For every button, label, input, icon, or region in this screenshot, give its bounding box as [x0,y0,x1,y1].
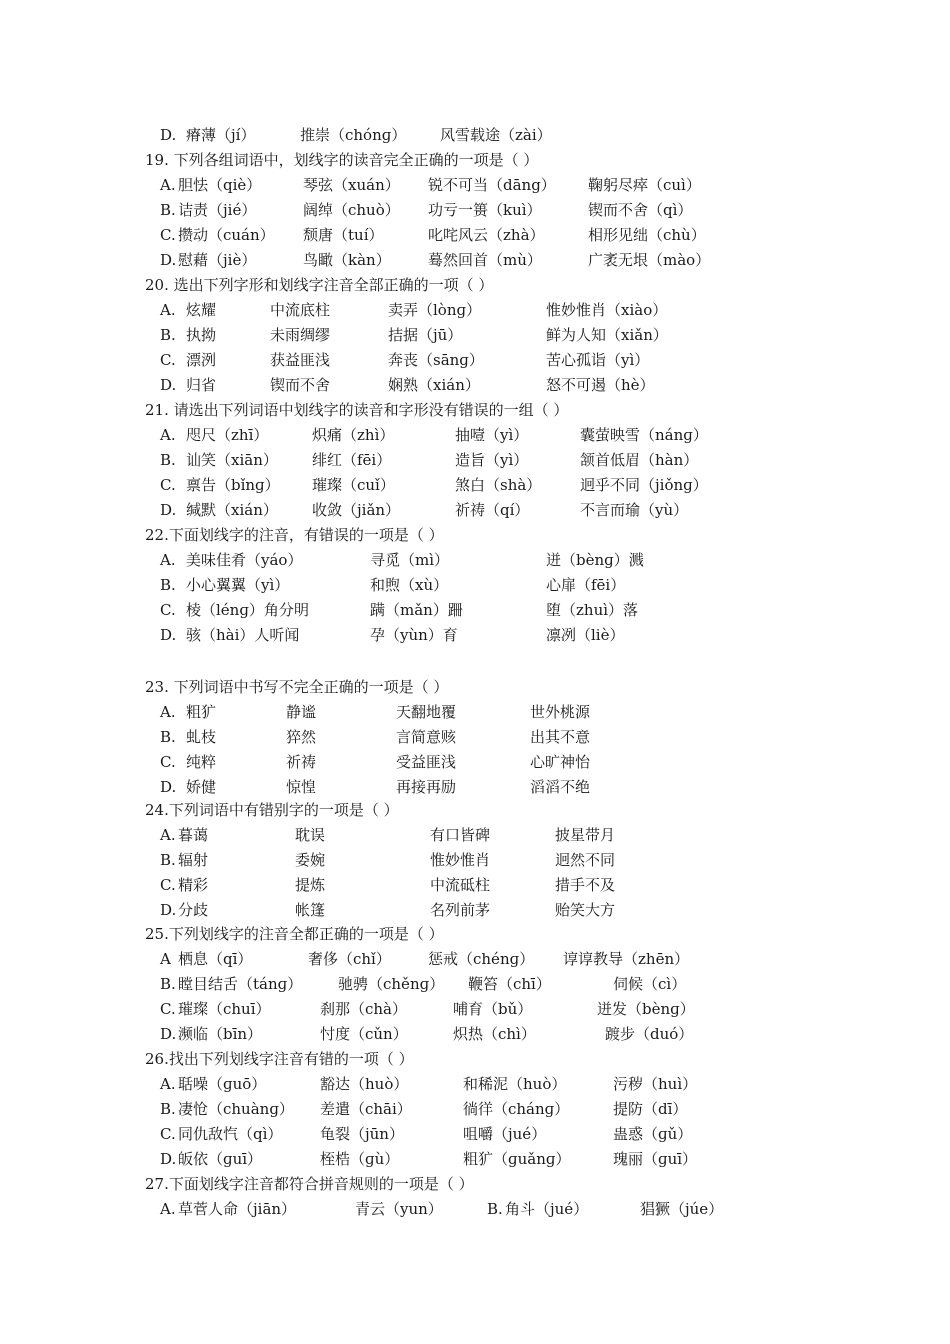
option-item: 驰骋（chěnɡ） [338,975,445,993]
option-item: 炽痛（zhì） [312,426,395,444]
option-item: 辐射 [178,851,209,869]
option-label: C. [160,753,176,771]
option-item: 蹒（mǎn）跚 [370,601,463,619]
option-label: D. [160,126,177,144]
option-label: B. [160,1100,176,1118]
option-item: 漂洌 [186,351,217,369]
option-item: 娴熟（xián） [388,376,480,394]
option-label: D. [160,251,177,269]
option-label: B. [160,451,176,469]
option-label: B. [160,201,176,219]
option-item: 角斗（jué） [505,1200,589,1218]
option-item: 颓唐（tuí） [303,226,384,244]
option-item: 名列前茅 [430,901,491,919]
option-label: D. [160,1025,177,1043]
option-label: A. [160,551,176,569]
option-item: 猝然 [286,728,317,746]
option-item: 桎梏（ɡù） [320,1150,400,1168]
option-item: 咀嚼（jué） [463,1125,547,1143]
question-stem: 26.找出下列划线字注音有错的一项（ ） [145,1050,414,1068]
option-item: 粗犷（ɡuǎnɡ） [463,1150,571,1168]
option-label: A. [160,301,176,319]
option-label: A. [160,826,176,844]
option-item: 广袤无垠（mào） [588,251,711,269]
option-item: 受益匪浅 [396,753,457,771]
option-label: A [160,950,171,968]
option-item: 耽误 [295,826,326,844]
option-item: 慰藉（jiè） [178,251,257,269]
option-item: 有口皆碑 [430,826,491,844]
option-item: 奢侈（chǐ） [308,950,391,968]
option-item: 忖度（cǔn） [320,1025,408,1043]
option-item: 推崇（chónɡ） [300,126,407,144]
option-label: B. [160,326,176,344]
option-item: 粗犷 [186,703,217,721]
option-label: A. [160,703,176,721]
option-item: 龟裂（jūn） [320,1125,404,1143]
option-item: 璀璨（chuī） [178,1000,271,1018]
option-item: 小心翼翼（yì） [186,576,290,594]
question-stem: 19. 下列各组词语中，划线字的读音完全正确的一项是（ ） [145,151,539,169]
option-item: 提炼 [295,876,326,894]
option-item: 鞭笞（chī） [468,975,551,993]
option-label: C. [160,476,176,494]
question-stem: 20. 选出下列字形和划线字注音全部正确的一项（ ） [145,276,494,294]
option-item: 祈祷 [286,753,317,771]
option-item: 拮据（jū） [388,326,463,344]
option-item: 锲而不舍 [270,376,331,394]
question-stem: 21. 请选出下列词语中划线字的读音和字形没有错误的一组（ ） [145,401,569,419]
option-label: C. [160,351,176,369]
option-item: 蓦然回首（mù） [428,251,542,269]
option-item: 执拗 [186,326,217,344]
option-item: 惟妙惟肖（xiào） [546,301,668,319]
option-item: 言简意赅 [396,728,457,746]
option-item: 锲而不舍（qì） [588,201,693,219]
option-item: 琴弦（xuán） [303,176,400,194]
option-item: 颔首低眉（hàn） [580,451,699,469]
option-item: 污秽（huì） [613,1075,698,1093]
option-item: 收敛（jiǎn） [312,501,401,519]
option-item: 缄默（xián） [186,501,278,519]
option-item: 堕（zhuì）落 [546,601,639,619]
option-item: 禀告（bǐnɡ） [186,476,280,494]
question-stem: 27.下面划线字注音都符合拼音规则的一项是（ ） [145,1175,474,1193]
option-item: 惟妙惟肖 [430,851,491,869]
option-item: 讪笑（xiān） [186,451,278,469]
option-item: 分歧 [178,901,209,919]
question-stem: 23. 下列词语中书写不完全正确的一项是（ ） [145,678,449,696]
option-item: 栖息（qī） [178,950,253,968]
option-item: 滔滔不绝 [530,778,591,796]
option-item: 功亏一篑（kuì） [428,201,542,219]
question-stem: 22.下面划线字的注音，有错误的一项是（ ） [145,526,444,544]
option-item: 炫耀 [186,301,217,319]
option-item: 披星带月 [555,826,616,844]
option-item: 纯粹 [186,753,217,771]
option-label: B. [487,1200,503,1218]
option-label: D. [160,901,177,919]
option-item: 中流底柱 [270,301,331,319]
option-item: 祈祷（qí） [455,501,530,519]
option-item: 再接再励 [396,778,457,796]
option-item: 世外桃源 [530,703,591,721]
option-item: 造旨（yì） [455,451,529,469]
option-item: 煞白（shà） [455,476,542,494]
option-item: 迸发（bènɡ） [597,1000,695,1018]
option-item: 蛊惑（ɡǔ） [613,1125,693,1143]
option-item: 奔丧（sānɡ） [388,351,484,369]
option-item: 虬枝 [186,728,217,746]
option-item: 鸟瞰（kàn） [303,251,391,269]
option-item: 惊惶 [286,778,317,796]
option-item: 刹那（chà） [320,1000,408,1018]
option-item: 炽热（chì） [453,1025,536,1043]
option-item: 惩戒（chénɡ） [428,950,535,968]
option-item: 踱步（duó） [605,1025,694,1043]
option-item: 瘠薄（jí） [186,126,256,144]
option-item: 迥乎不同（jiǒnɡ） [580,476,708,494]
option-item: 猖獗（júe） [640,1200,724,1218]
option-item: 草菅人命（jiān） [178,1200,297,1218]
option-item: 聒噪（ɡuō） [178,1075,267,1093]
option-item: 娇健 [186,778,217,796]
option-item: 苦心孤诣（yì） [546,351,650,369]
option-item: 皈依（ɡuī） [178,1150,263,1168]
option-item: 瞠目结舌（tánɡ） [178,975,303,993]
option-label: C. [160,1000,176,1018]
option-item: 凄怆（chuànɡ） [178,1100,294,1118]
option-item: 措手不及 [555,876,616,894]
option-item: 锐不可当（dāng） [428,176,556,194]
option-item: 阔绰（chuò） [303,201,400,219]
option-item: 谆谆教导（zhēn） [563,950,690,968]
option-label: C. [160,226,176,244]
option-item: 美味佳肴（yáo） [186,551,303,569]
option-label: C. [160,876,176,894]
option-item: 差遣（chāi） [320,1100,412,1118]
option-item: 伺候（cì） [613,975,687,993]
option-item: 归省 [186,376,217,394]
option-item: 诘责（jié） [178,201,257,219]
option-item: 出其不意 [530,728,591,746]
option-item: 迸（bènɡ）溅 [546,551,644,569]
option-item: 孕（yùn）育 [370,626,458,644]
option-item: 青云（yun） [355,1200,443,1218]
option-item: 豁达（huò） [320,1075,409,1093]
option-label: D. [160,1150,177,1168]
option-item: 和煦（xù） [370,576,449,594]
option-item: 棱（lénɡ）角分明 [186,601,309,619]
option-item: 抽噎（yì） [455,426,529,444]
option-label: B. [160,975,176,993]
option-label: C. [160,601,176,619]
option-item: 叱咤风云（zhà） [428,226,545,244]
option-item: 未雨绸缪 [270,326,331,344]
option-item: 骇（hài）人听闻 [186,626,300,644]
option-item: 鲜为人知（xiǎn） [546,326,668,344]
option-item: 获益匪浅 [270,351,331,369]
option-item: 委婉 [295,851,326,869]
option-item: 哺育（bǔ） [453,1000,533,1018]
option-item: 怒不可遏（hè） [546,376,655,394]
option-item: 帐篷 [295,901,326,919]
option-item: 囊萤映雪（nánɡ） [580,426,708,444]
option-item: 中流砥柱 [430,876,491,894]
option-item: 寻觅（mì） [370,551,450,569]
option-item: 心扉（fēi） [546,576,626,594]
option-item: 濒临（bīn） [178,1025,263,1043]
option-item: 不言而瑜（yù） [580,501,689,519]
option-item: 心旷神怡 [530,753,591,771]
option-item: 咫尺（zhī） [186,426,269,444]
option-label: B. [160,576,176,594]
option-item: 凛冽（liè） [546,626,625,644]
option-label: B. [160,728,176,746]
option-label: C. [160,1125,176,1143]
option-label: D. [160,778,177,796]
option-item: 迥然不同 [555,851,616,869]
option-item: 精彩 [178,876,209,894]
option-item: 暮蔼 [178,826,209,844]
option-item: 瑰丽（ɡuī） [613,1150,698,1168]
option-item: 胆怯（qiè） [178,176,262,194]
option-label: A. [160,176,176,194]
option-item: 静谧 [286,703,317,721]
option-label: D. [160,501,177,519]
option-item: 绯红（fēi） [312,451,392,469]
option-label: A. [160,1200,176,1218]
question-stem: 24.下列词语中有错别字的一项是（ ） [145,801,399,819]
question-stem: 25.下列划线字的注音全都正确的一项是（ ） [145,925,444,943]
option-item: 攒动（cuán） [178,226,275,244]
option-label: A. [160,1075,176,1093]
option-label: D. [160,626,177,644]
option-label: D. [160,376,177,394]
option-item: 和稀泥（huò） [463,1075,567,1093]
option-item: 鞠躬尽瘁（cuì） [588,176,701,194]
option-label: A. [160,426,176,444]
option-item: 提防（dī） [613,1100,688,1118]
option-item: 风雪载途（zài） [440,126,552,144]
option-item: 卖弄（lònɡ） [388,301,482,319]
option-item: 贻笑大方 [555,901,616,919]
option-item: 璀璨（cuǐ） [312,476,395,494]
option-item: 相形见绌（chù） [588,226,706,244]
option-label: B. [160,851,176,869]
option-item: 天翻地覆 [396,703,457,721]
option-item: 同仇敌忾（qì） [178,1125,283,1143]
option-item: 徜徉（chánɡ） [463,1100,570,1118]
